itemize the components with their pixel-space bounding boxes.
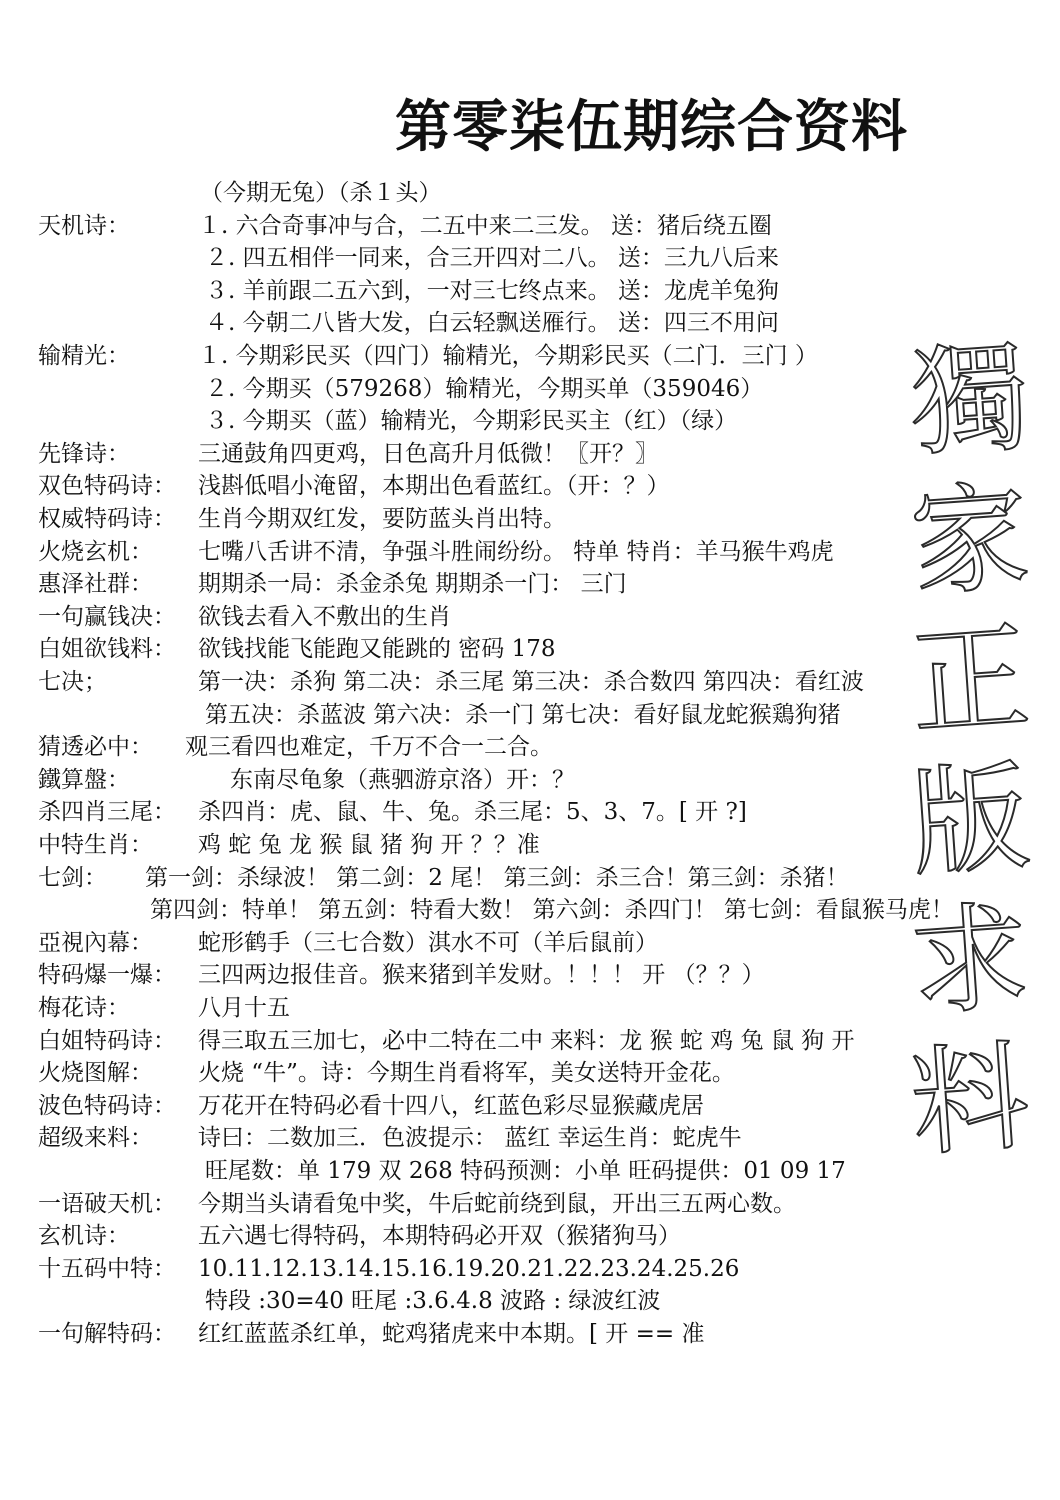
row-label: 白姐欲钱料：: [38, 636, 176, 663]
row-text: 10.11.12.13.14.15.16.19.20.21.22.23.24.25.26: [198, 1255, 740, 1282]
row-text: 第五决：杀蓝波 第六决：杀一门 第七决：看好鼠龙蛇猴鶏狗猪: [205, 701, 841, 728]
row-text: ４. 今朝二八皆大发，白云轻飘送雁行。 送：四三不用问: [205, 310, 779, 337]
row-label: 火烧图解：: [38, 1060, 153, 1087]
row-text: 欲钱去看入不敷出的生肖: [198, 603, 451, 630]
row-text: ３. 今期买（蓝）输精光，今期彩民买主（红）（绿）: [205, 408, 738, 435]
row-label: 猜透必中：: [38, 734, 153, 761]
row-text: 红红蓝蓝杀红单，蛇鸡猪虎来中本期。[ 开 == 准: [198, 1321, 705, 1347]
row-text: 特段 :30=40 旺尾 :3.6.4.8 波路 : 绿波红波: [205, 1288, 661, 1315]
row-label: 权威特码诗：: [38, 506, 176, 532]
watermark-char: 求: [906, 887, 1034, 1033]
row-label: 玄机诗：: [38, 1223, 130, 1250]
row-label: 一句解特码：: [38, 1321, 176, 1347]
row-text: 第一决：杀狗 第二决：杀三尾 第三决：杀合数四 第四决：看红波: [198, 669, 864, 695]
row-text: 东南尽龟象（燕驷游京洛）开：？: [230, 766, 575, 793]
row-text: １. 今期彩民买（四门）输精光，今期彩民买（二门．三门 ）: [198, 343, 818, 369]
row-label: 杀四肖三尾：: [38, 799, 176, 826]
row-text: 万花开在特码必看十四八，红蓝色彩尽显猴藏虎居: [198, 1092, 704, 1119]
row-label: 超级来料：: [38, 1125, 153, 1152]
row-label: 先锋诗：: [38, 440, 130, 467]
row-text: 第一剑：杀绿波！ 第二剑：2 尾！ 第三剑：杀三合！第三剑：杀猪！: [145, 864, 849, 891]
row-label: 波色特码诗：: [38, 1092, 176, 1119]
watermark-stamp: [895, 327, 1045, 1173]
row-text: 七嘴八舌讲不清，争强斗胜闹纷纷。 特单 特肖：羊马猴牛鸡虎: [198, 538, 834, 565]
row-label: 天机诗：: [38, 212, 130, 239]
watermark-char: 家: [906, 467, 1034, 613]
row-text: 观三看四也难定，千万不合一二合。: [185, 734, 553, 761]
row-text: 蛇形鹤手（三七合数）淇水不可（羊后鼠前）: [198, 929, 658, 956]
row-text: 生肖今期双红发，要防蓝头肖出特。: [198, 506, 566, 532]
row-text: １. 六合奇事冲与合，二五中来二三发。 送：猪后绕五圈: [198, 212, 772, 239]
row-text: 旺尾数：单 179 双 268 特码预测：小单 旺码提供：01 09 17: [205, 1158, 846, 1184]
row-text: 杀四肖：虎、鼠、牛、兔。杀三尾：5、3、7。[ 开 ?]: [198, 799, 747, 826]
row-label: 火烧玄机：: [38, 538, 153, 565]
row-text: 八月十五: [198, 995, 290, 1021]
watermark-char: 獨: [906, 327, 1034, 473]
row-label: 梅花诗：: [38, 995, 130, 1021]
row-label: 七剑：: [38, 864, 107, 891]
watermark-char: 版: [906, 747, 1034, 893]
row-label: 输精光：: [38, 343, 130, 369]
row-label: 惠泽社群：: [38, 571, 153, 598]
row-label: 白姐特码诗：: [38, 1027, 176, 1054]
row-text: 五六遇七得特码，本期特码必开双（猴猪狗马）: [198, 1223, 681, 1250]
row-text: ３. 羊前跟二五六到，一对三七终点来。 送：龙虎羊兔狗: [205, 277, 779, 304]
row-text: 三通鼓角四更鸡，日色高升月低微！〖开？〗: [198, 440, 658, 467]
row-text: 浅斟低唱小淹留，本期出色看蓝红。（开：？）: [198, 473, 670, 500]
watermark-char: 料: [906, 1027, 1034, 1173]
row-text: 欲钱找能飞能跑又能跳的 密码 178: [198, 636, 556, 663]
row-text: 今期当头请看兔中奖，牛后蛇前绕到鼠，开出三五两心数。: [198, 1190, 796, 1217]
row-label: 双色特码诗：: [38, 473, 176, 500]
row-label: 七决；: [38, 669, 107, 695]
row-text: 诗曰：二数加三．色波提示： 蓝红 幸运生肖：蛇虎牛: [198, 1125, 742, 1152]
row-label: 特码爆一爆：: [38, 962, 176, 989]
row-text: 三四两边报佳音。猴来猪到羊发财。！！！ 开 （？？）: [198, 962, 765, 989]
row-text: 期期杀一局：杀金杀兔 期期杀一门： 三门: [198, 571, 627, 598]
row-label: 鐵算盤：: [38, 766, 130, 793]
watermark-char: 正: [906, 607, 1034, 753]
row-label: 一语破天机：: [38, 1190, 176, 1217]
row-text: ２. 今期买（579268）输精光，今期买单（359046）: [205, 375, 764, 402]
row-text: 得三取五三加七，必中二特在二中 来料：龙 猴 蛇 鸡 兔 鼠 狗 开: [198, 1027, 855, 1054]
row-label: 十五码中特：: [38, 1255, 176, 1282]
row-label: 一句赢钱决：: [38, 603, 176, 630]
row-text: ２. 四五相伴一同来，合三开四对二八。 送：三九八后来: [205, 245, 779, 272]
row-text: 鸡 蛇 兔 龙 猴 鼠 猪 狗 开 ？？准: [198, 832, 540, 858]
row-text: 第四剑：特单！ 第五剑：特看大数！ 第六剑：杀四门！ 第七剑：看鼠猴马虎！: [150, 897, 954, 924]
subtitle: （今期无兔）（杀１头）: [200, 180, 442, 206]
page-title: 第零柒伍期综合资料: [395, 94, 908, 160]
row-label: 亞視內幕：: [38, 929, 153, 956]
row-text: 火烧 “牛”。诗：今期生肖看将军，美女送特开金花。: [198, 1060, 735, 1087]
row-label: 中特生肖：: [38, 832, 153, 858]
